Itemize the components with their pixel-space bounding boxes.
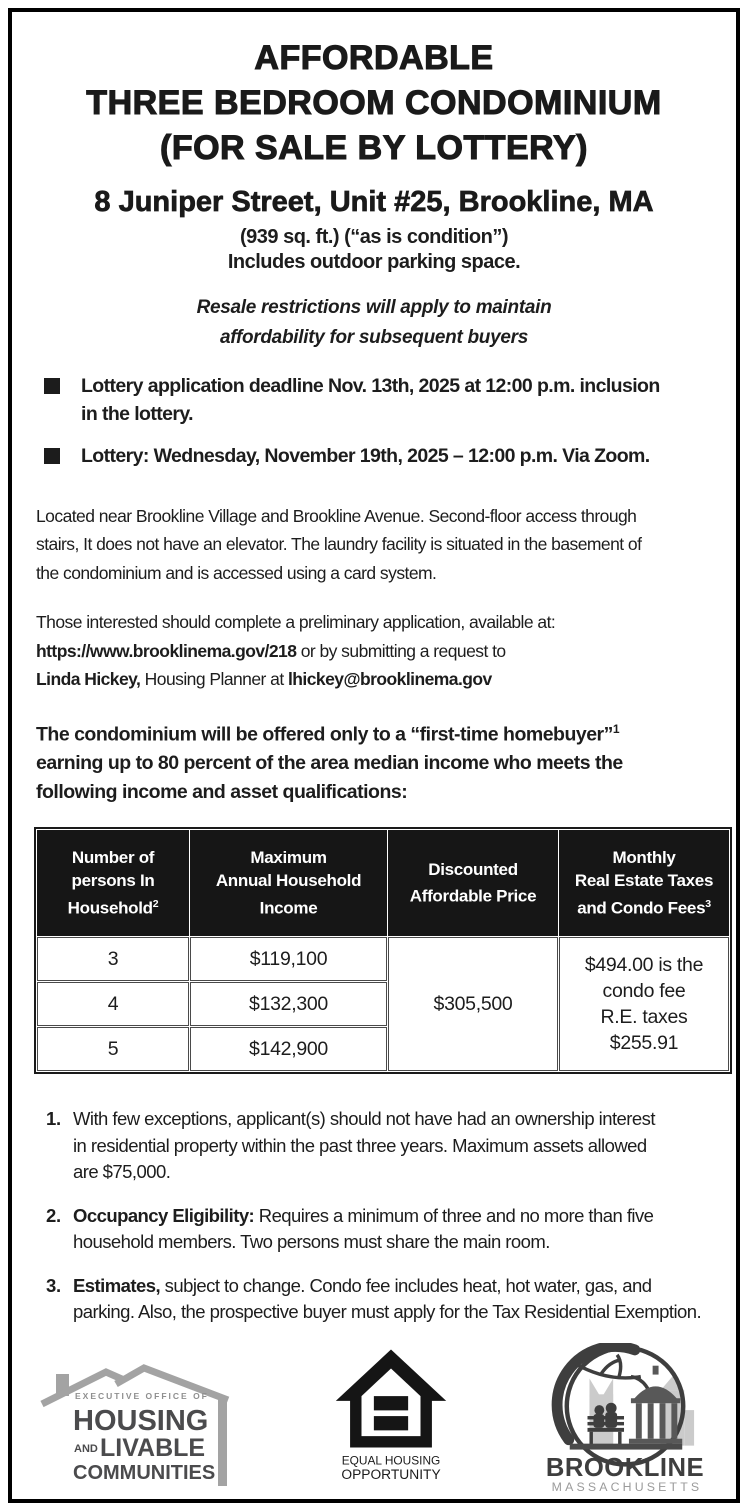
svg-text:OPPORTUNITY: OPPORTUNITY (341, 1466, 441, 1482)
deadline-bullet-text: Lottery application deadline Nov. 13th, 2025 at 12:00 p.m. inclusion in the lottery. (81, 375, 660, 425)
persons-cell: 4 (37, 982, 189, 1026)
lottery-bullet-list (34, 373, 714, 471)
svg-text:BROOKLINE: BROOKLINE (545, 1453, 705, 1482)
bullet-square-icon (44, 378, 60, 394)
parking-line: Includes outdoor parking space. (227, 251, 521, 273)
col-header-taxes-fees: Monthly Real Estate Taxes and Condo Fees$^3$ (559, 830, 729, 936)
property-details (34, 225, 714, 275)
lottery-date-bullet-text: Lottery: Wednesday, November 19th, 2025 – 12:00 p.m. Via Zoom. (81, 445, 650, 467)
svg-text:COMMUNITIES: COMMUNITIES (73, 1461, 216, 1484)
svg-text:AND: AND (74, 1442, 98, 1455)
title-line-1: AFFORDABLE (254, 39, 494, 77)
equal-housing-opportunity-logo (332, 1346, 450, 1490)
svg-text:MASSACHUSETTS: MASSACHUSETTS (551, 1479, 703, 1493)
page-title (34, 36, 714, 171)
eohlc-logo (40, 1348, 238, 1488)
location-paragraph: Located near Brookline Village and Brookline Avenue. Second-floor access through stairs, It does not have an elevator. The laundry facility is situated in the basement of the condominium and is accessed using a card system. (36, 505, 642, 583)
footnotes (34, 1106, 714, 1326)
application-url-link[interactable]: https://www.brooklinema.gov/218 (36, 640, 297, 661)
col-header-price: Discounted Affordable Price (388, 830, 558, 936)
footer-logos (34, 1343, 714, 1493)
footnote-3: 3. Estimates, subject to change. Condo fee includes heat, hot water, gas, and parking. Also, the prospective buyer must apply for the Tax Residential Exemption. (46, 1274, 702, 1322)
resale-restriction-note: Resale restrictions will apply to maintain affordability for subsequent buyers (196, 297, 552, 348)
title-line-3: (FOR SALE BY LOTTERY) (160, 129, 588, 167)
income-cell: $119,100 (190, 937, 387, 981)
col-header-income: Maximum Annual Household Income (190, 830, 387, 936)
bench-people-icon (594, 1405, 604, 1415)
footnote-ref-1: 1 (612, 721, 620, 736)
sqft-condition-line: (939 sq. ft.) (“as is condition”) (240, 226, 508, 248)
bullet-square-icon (44, 448, 60, 464)
contact-email-link[interactable]: lhickey@brooklinema.gov (287, 669, 492, 689)
footnote-ref-3: 3 (705, 897, 711, 910)
contact-name: Linda Hickey, (36, 669, 141, 689)
qualification-table (34, 827, 732, 1074)
title-line-2: THREE BEDROOM CONDOMINIUM (86, 84, 662, 122)
svg-text:HOUSING: HOUSING (73, 1404, 209, 1437)
property-address: 8 Juniper Street, Unit #25, Brookline, MA (94, 186, 654, 218)
svg-text:EXECUTIVE OFFICE OF: EXECUTIVE OFFICE OF (75, 1390, 209, 1401)
table-header-row (37, 830, 729, 936)
page-frame (8, 8, 740, 1503)
income-cell: $142,900 (190, 1027, 387, 1071)
footnote-ref-2: 2 (152, 897, 159, 910)
fees-cell: $494.00 is the condo fee R.E. taxes $255.91 (559, 937, 729, 1071)
col-header-persons: Number of persons In Household$^2$ (37, 830, 189, 936)
list-item (44, 443, 714, 471)
footnote-2: 2. Occupancy Eligibility: Requires a minimum of three and no more than five household members. Two persons must share the main room. (46, 1204, 654, 1252)
persons-cell: 5 (37, 1027, 189, 1071)
brookline-town-logo (544, 1343, 706, 1493)
svg-text:LIVABLE: LIVABLE (100, 1433, 206, 1462)
svg-text:EQUAL HOUSING: EQUAL HOUSING (341, 1453, 441, 1468)
equals-sign-icon (374, 1396, 408, 1410)
footnote-1: 1. With few exceptions, applicant(s) should not have had an ownership interest in residential property within the past three years. Maximum assets allowed are $75,000. (46, 1108, 655, 1182)
price-cell: $305,500 (388, 937, 558, 1071)
contact-paragraph: Those interested should complete a preliminary application, available at: https://www.brooklinema.gov/218 or by submitting a request to Linda Hickey, Housing Planner at lhickey@brooklinema.gov (36, 612, 556, 689)
table-row (37, 937, 729, 981)
qualification-intro: The condominium will be offered only to a “first-time homebuyer”$^1$ earning up to 80 percent of the area median income who meets the following income and asset qualifications: (36, 721, 623, 803)
list-item (44, 373, 714, 428)
income-cell: $132,300 (190, 982, 387, 1026)
persons-cell: 3 (37, 937, 189, 981)
